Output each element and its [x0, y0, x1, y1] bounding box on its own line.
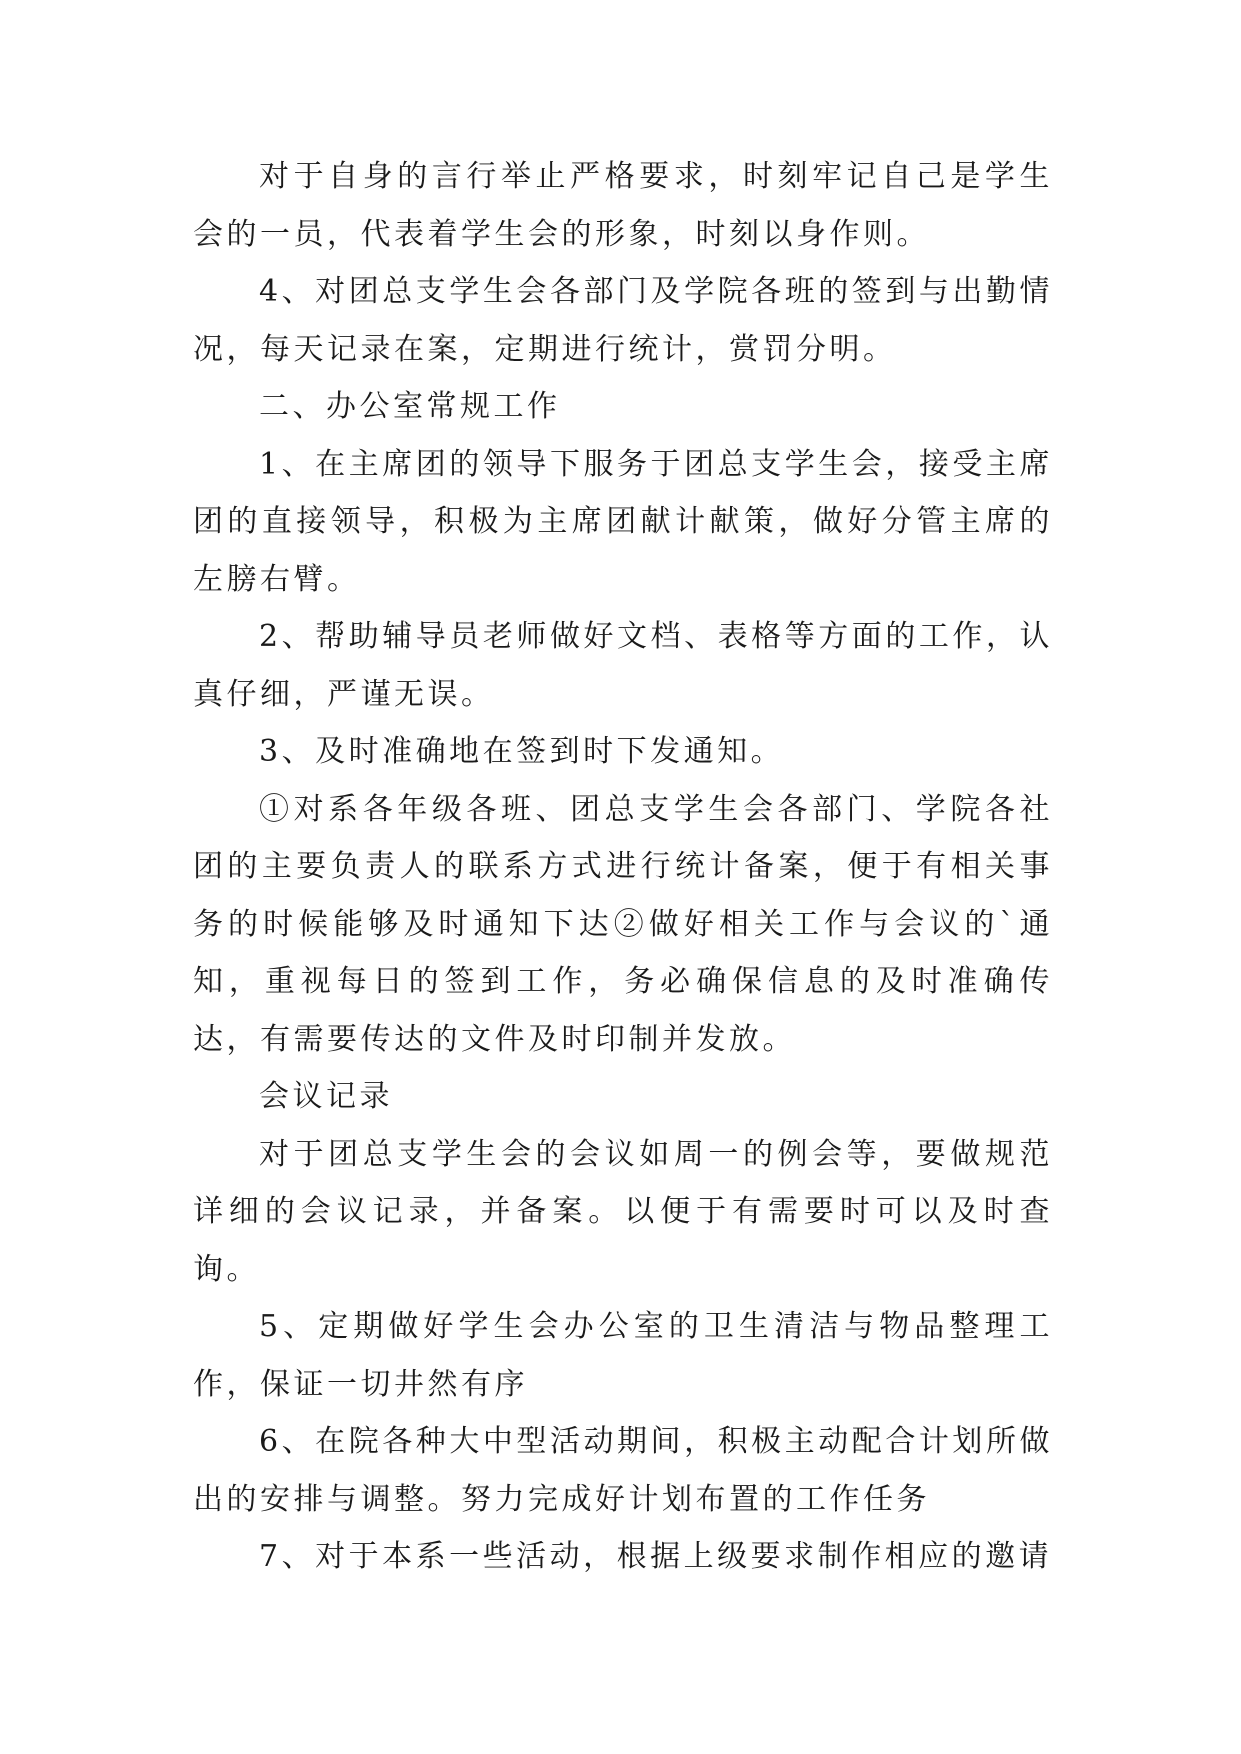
- paragraph: 6、在院各种大中型活动期间，积极主动配合计划所做出的安排与调整。努力完成好计划布置的工作任务: [193, 1424, 1053, 1517]
- paragraph: 1、在主席团的领导下服务于团总支学生会，接受主席团的直接领导，积极为主席团献计献策，做好分管主席的左膀右臂。: [193, 446, 1053, 597]
- paragraph: 7、对于本系一些活动，根据上级要求制作相应的邀请: [259, 1539, 1053, 1574]
- paragraph: ①对系各年级各班、团总支学生会各部门、学院各社团的主要负责人的联系方式进行统计备案，便于有相关事务的时候能够及时通知下达②做好相关工作与会议的`通知，重视每日的签到工作，务必确保信息的及时准确传达，有需要传达的文件及时印制并发放。: [193, 791, 1053, 1057]
- paragraph: 4、对团总支学生会各部门及学院各班的签到与出勤情况，每天记录在案，定期进行统计，赏罚分明。: [193, 274, 1053, 367]
- document-body: [193, 148, 1053, 1586]
- paragraph: 对于自身的言行举止严格要求，时刻牢记自己是学生会的一员，代表着学生会的形象，时刻以身作则。: [193, 159, 1053, 252]
- paragraph: 3、及时准确地在签到时下发通知。: [259, 734, 785, 769]
- subsection-heading: 会议记录: [259, 1079, 393, 1114]
- section-heading: 二、办公室常规工作: [259, 389, 561, 424]
- paragraph: 2、帮助辅导员老师做好文档、表格等方面的工作，认真仔细，严谨无误。: [193, 619, 1053, 712]
- paragraph: 对于团总支学生会的会议如周一的例会等，要做规范详细的会议记录，并备案。以便于有需要时可以及时查询。: [193, 1136, 1053, 1287]
- paragraph: 5、定期做好学生会办公室的卫生清洁与物品整理工作，保证一切井然有序: [193, 1309, 1053, 1402]
